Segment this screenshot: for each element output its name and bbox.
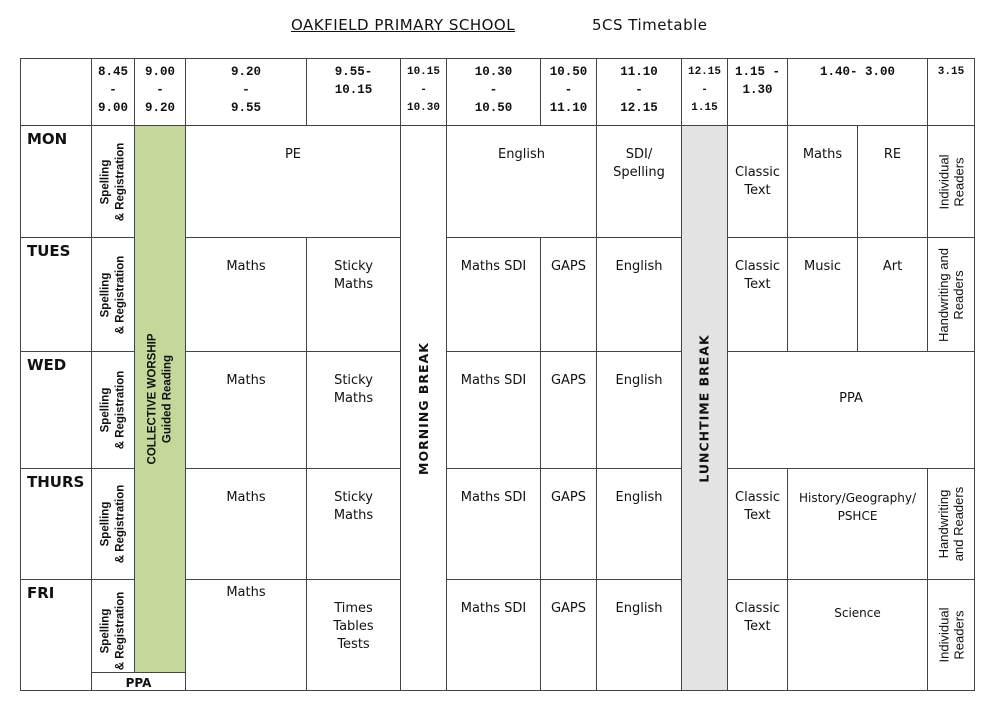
lesson-mon: Classic Text [727,125,788,238]
time-header: 11.10 - 12.15 [596,58,682,126]
spelling-registration-cell-label: Spelling & Registration [99,255,126,334]
day-label-wed: WED [20,351,92,469]
time-header: 1.40- 3.00 [787,58,928,126]
lesson-fri: Maths [185,579,307,691]
collective-worship-cell-label: COLLECTIVE WORSHIP Guided Reading [146,333,174,465]
time-header: 10.30 - 10.50 [446,58,541,126]
lesson-tues: GAPS [540,237,597,352]
time-header: 1.15 - 1.30 [727,58,788,126]
lesson-tues: English [596,237,682,352]
lesson-thurs: Classic Text [727,468,788,580]
lesson-thurs: GAPS [540,468,597,580]
lunchtime-break-cell [681,125,728,691]
school-title: OAKFIELD PRIMARY SCHOOL [291,16,516,34]
lesson-fri [927,579,975,691]
lesson-mon: SDI/ Spelling [596,125,682,238]
lesson-fri-label: Individual Readers [936,607,966,663]
day-label-fri: FRI [20,579,92,691]
lesson-mon: PE [185,125,401,238]
lesson-tues: Maths SDI [446,237,541,352]
lesson-mon-label: Individual Readers [936,154,966,209]
time-header: 12.15 - 1.15 [681,58,728,126]
spelling-registration-cell [91,579,135,673]
lesson-fri: Science [787,579,928,691]
lesson-mon [927,125,975,238]
lesson-wed: GAPS [540,351,597,469]
time-header: 9.00 - 9.20 [134,58,186,126]
time-header: 9.55- 10.15 [306,58,401,126]
spelling-registration-cell [91,125,135,238]
lesson-thurs-label: Handwriting and Readers [936,486,967,562]
lesson-thurs: Maths [185,468,307,580]
lesson-tues [927,237,975,352]
lesson-wed: English [596,351,682,469]
spelling-registration-cell [91,468,135,580]
lesson-tues: Music [787,237,858,352]
lesson-mon: RE [857,125,928,238]
time-header: 8.45 - 9.00 [91,58,135,126]
lesson-thurs: History/Geography/ PSHCE [787,468,928,580]
day-label-thurs: THURS [20,468,92,580]
morning-break-cell [400,125,447,691]
lesson-fri: Classic Text [727,579,788,691]
lesson-fri: English [596,579,682,691]
lesson-thurs: English [596,468,682,580]
day-label-tues: TUES [20,237,92,352]
time-header: 10.15 - 10.30 [400,58,447,126]
lesson-wed: Maths [185,351,307,469]
day-label-mon: MON [20,125,92,238]
lesson-wed: PPA [727,351,975,469]
lesson-tues: Sticky Maths [306,237,401,352]
lesson-thurs: Maths SDI [446,468,541,580]
header-corner [20,58,92,126]
lesson-tues-label: Handwriting and Readers [936,247,967,342]
lesson-fri: Maths SDI [446,579,541,691]
lesson-mon: English [446,125,597,238]
fri-ppa-cell: PPA [91,672,186,691]
lesson-mon: Maths [787,125,858,238]
lesson-thurs: Sticky Maths [306,468,401,580]
morning-break-cell-label: MORNING BREAK [416,341,431,475]
lesson-wed: Sticky Maths [306,351,401,469]
lunchtime-break-cell-label: LUNCHTIME BREAK [697,333,713,483]
time-header: 10.50 - 11.10 [540,58,597,126]
lesson-thurs [927,468,975,580]
spelling-registration-cell-label: Spelling & Registration [99,484,126,564]
spelling-registration-cell [91,351,135,469]
class-title: 5CS Timetable [592,16,708,34]
lesson-fri: GAPS [540,579,597,691]
time-header: 3.15 [927,58,975,126]
lesson-tues: Maths [185,237,307,352]
spelling-registration-cell-label: Spelling & Registration [99,591,126,671]
spelling-registration-cell-label: Spelling & Registration [99,142,126,221]
spelling-registration-cell [91,237,135,352]
spelling-registration-cell-label: Spelling & Registration [99,370,126,450]
lesson-wed: Maths SDI [446,351,541,469]
lesson-tues: Art [857,237,928,352]
lesson-tues: Classic Text [727,237,788,352]
time-header: 9.20 - 9.55 [185,58,307,126]
lesson-fri: Times Tables Tests [306,579,401,691]
collective-worship-cell [134,125,186,673]
